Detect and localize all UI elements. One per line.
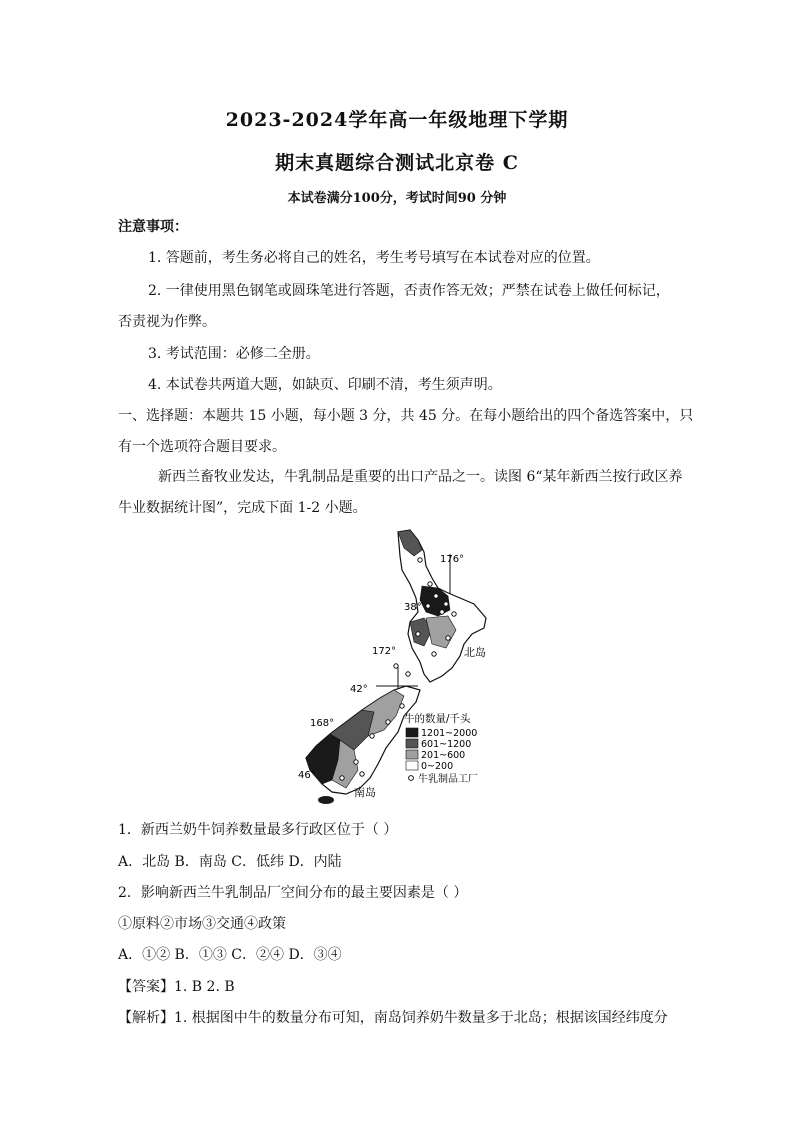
- label-168: 168°: [310, 718, 335, 729]
- factory-dot: [426, 604, 430, 608]
- north-island-label: 北岛: [464, 646, 486, 659]
- notice-item: 4. 本试卷共两道大题，如缺页、印刷不清，考生须声明。: [148, 377, 502, 393]
- legend-swatch: [406, 739, 418, 748]
- stewart-island: [318, 796, 334, 804]
- factory-dot: [406, 672, 410, 676]
- factory-dot: [400, 704, 404, 708]
- legend-factory-dot: [409, 776, 414, 781]
- factory-dot: [428, 582, 432, 586]
- factory-dot: [440, 610, 444, 614]
- exam-title-line1: 2023-2024学年高一年级地理下学期: [225, 109, 569, 131]
- factory-dot: [360, 772, 364, 776]
- label-172: 172°: [372, 646, 397, 657]
- factory-dot: [416, 632, 420, 636]
- question-2: 2．影响新西兰牛乳制品厂空间分布的最主要因素是（ ）: [118, 885, 468, 901]
- label-176: 176°: [440, 554, 465, 565]
- question-1: 1．新西兰奶牛饲养数量最多行政区位于（ ）: [118, 822, 398, 838]
- factory-dot: [354, 760, 358, 764]
- passage-text: 牛业数据统计图”，完成下面 1-2 小题。: [118, 500, 367, 516]
- exam-subtitle: 本试卷满分100分，考试时间90 分钟: [287, 191, 507, 206]
- notice-heading: 注意事项：: [118, 219, 188, 235]
- south-island-label: 南岛: [354, 786, 376, 799]
- question-1-options: A．北岛 B．南岛 C．低纬 D．内陆: [118, 854, 342, 870]
- factory-dot: [418, 558, 422, 562]
- legend-label: 201~600: [421, 750, 466, 761]
- factory-dot: [340, 776, 344, 780]
- label-38: 38°: [404, 602, 422, 613]
- question-2-options: A．①② B．①③ C．②④ D．③④: [118, 947, 342, 963]
- passage-text: 新西兰畜牧业发达，牛乳制品是重要的出口产品之一。读图 6“某年新西兰按行政区养: [158, 469, 683, 485]
- notice-item: 1. 答题前，考生务必将自己的姓名，考生考号填写在本试卷对应的位置。: [148, 250, 600, 266]
- label-42: 42°: [350, 684, 368, 695]
- new-zealand-cattle-map: [298, 526, 528, 806]
- notice-item: 3. 考试范围：必修二全册。: [148, 346, 320, 362]
- factory-dot: [434, 594, 438, 598]
- factory-dot: [444, 602, 448, 606]
- legend-title: 牛的数量/千头: [404, 713, 471, 725]
- legend-label: 601~1200: [421, 739, 472, 750]
- factory-dot: [446, 636, 450, 640]
- legend-label: 0~200: [421, 761, 454, 772]
- label-46: 46°: [298, 770, 316, 781]
- legend-swatch: [406, 728, 418, 737]
- factory-dot: [386, 720, 390, 724]
- legend-factory-label: 牛乳制品工厂: [418, 774, 478, 785]
- question-2-factors: ①原料②市场③交通④政策: [118, 916, 286, 932]
- legend-swatch: [406, 761, 418, 770]
- exam-title-line2: 期末真题综合测试北京卷 C: [275, 152, 519, 174]
- section-intro: 有一个选项符合题目要求。: [118, 439, 286, 455]
- factory-dot: [432, 652, 436, 656]
- analysis-line: 【解析】1. 根据图中牛的数量分布可知，南岛饲养奶牛数量多于北岛；根据该国经纬度分: [118, 1010, 668, 1026]
- factory-dot: [394, 664, 398, 668]
- legend-label: 1201~2000: [421, 728, 478, 739]
- section-intro: 一、选择题：本题共 15 小题，每小题 3 分，共 45 分。在每小题给出的四个备选答案中，只: [118, 408, 694, 424]
- answer-line: 【答案】1. B 2. B: [118, 979, 235, 995]
- notice-item: 2. 一律使用黑色钢笔或圆珠笔进行答题，否责作答无效；严禁在试卷上做任何标记，: [148, 283, 670, 299]
- factory-dot: [452, 612, 456, 616]
- legend-swatch: [406, 750, 418, 759]
- factory-dot: [370, 734, 374, 738]
- notice-item: 否责视为作弊。: [118, 314, 216, 330]
